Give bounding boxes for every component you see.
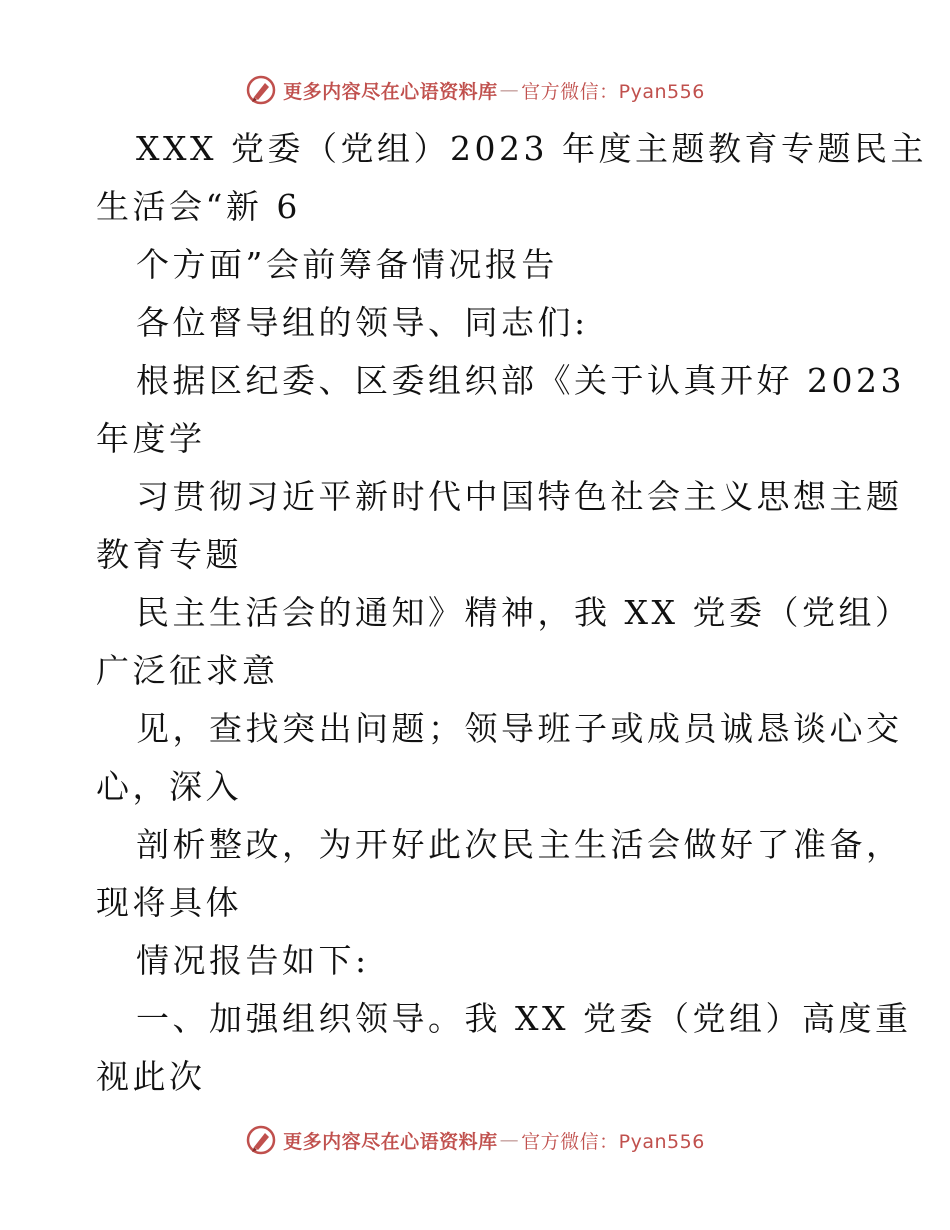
text-line: 教育专题 [96,535,242,574]
text-line: 情况报告如下: [136,941,370,980]
text-line: 个方面”会前筹备情况报告 [136,245,558,284]
pen-logo-icon [245,1124,277,1156]
watermark-footer [0,1120,950,1160]
text-line: 心，深入 [96,767,242,806]
text-line: 习贯彻习近平新时代中国特色社会主义思想主题 [136,477,903,516]
text-line: 见，查找突出问题；领导班子或成员诚恳谈心交 [136,709,903,748]
watermark-separator: — [499,1129,520,1151]
text-line: XXX 党委（党组）2023 年度主题教育专题民主 [136,129,927,168]
text-line: 根据区纪委、区委组织部《关于认真开好 2023 [136,361,905,400]
watermark-text: 更多内容尽在心语资料库 [283,80,498,103]
watermark-header [0,70,950,110]
text-line: 生活会“新 6 [96,187,301,226]
text-line: 各位督导组的领导、同志们: [136,303,589,342]
text-line: 年度学 [96,419,206,458]
text-line: 民主生活会的通知》精神，我 XX 党委（党组） [136,593,912,632]
pen-logo-icon [245,74,277,106]
text-line: 一、加强组织领导。我 XX 党委（党组）高度重 [136,999,912,1038]
watermark-contact: 官方微信：Pyan556 [521,1130,705,1153]
text-line: 现将具体 [96,883,242,922]
watermark-text: 更多内容尽在心语资料库 [283,1130,498,1153]
document-body [96,120,927,1106]
watermark-contact: 官方微信：Pyan556 [521,80,705,103]
watermark-separator: — [499,79,520,101]
text-line: 广泛征求意 [96,651,279,690]
text-line: 视此次 [96,1057,206,1096]
text-line: 剖析整改，为开好此次民主生活会做好了准备， [136,825,903,864]
